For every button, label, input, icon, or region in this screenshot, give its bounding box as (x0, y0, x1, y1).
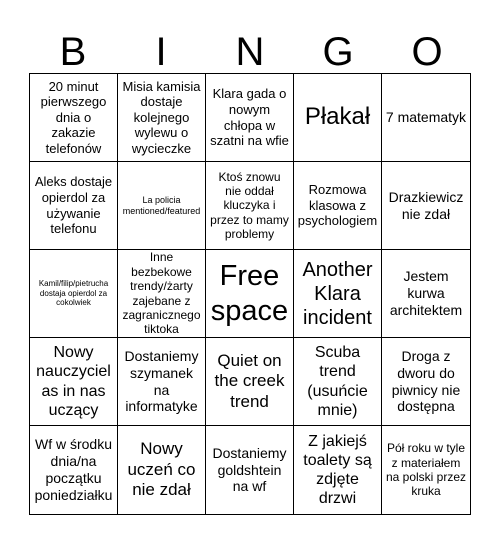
bingo-cell[interactable]: Jestem kurwa architektem (382, 250, 470, 338)
bingo-cell[interactable]: Wf w środku dnia/na początku poniedziałku (30, 426, 118, 514)
bingo-cell[interactable]: Inne bezbekowe trendy/żarty zajebane z zagranicznego tiktoka (118, 250, 206, 338)
header-letter-n: N (235, 30, 265, 74)
bingo-cell[interactable]: Nowy uczeń co nie zdał (118, 426, 206, 514)
bingo-cell[interactable]: Nowy nauczyciel as in nas uczący (30, 338, 118, 426)
bingo-cell[interactable]: Pół roku w tyle z materiałem na polski przez kruka (385, 441, 467, 499)
bingo-cell[interactable]: Aleks dostaje opierdol za używanie telefonu (30, 162, 118, 250)
bingo-cell[interactable]: 20 minut pierwszego dnia o zakazie telefonów (30, 74, 118, 162)
bingo-cell[interactable]: 7 matematyk (382, 74, 470, 162)
bingo-cell[interactable]: Z jakiejś toalety są zdjęte drzwi (294, 426, 382, 514)
bingo-cell[interactable]: Ktoś znowu nie oddał kluczyka i przez to mamy problemy (206, 162, 294, 250)
bingo-cell[interactable]: Misia kamisia dostaje kolejnego wylewu o wycieczke (118, 74, 206, 162)
bingo-cell[interactable]: Droga z dworu do piwnicy nie dostępna (382, 338, 470, 426)
bingo-cell[interactable]: Klara gada o nowym chłopa w szatni na wfie (206, 74, 294, 162)
bingo-cell[interactable]: Quiet on the creek trend (206, 338, 294, 426)
bingo-cell[interactable]: Płakał (294, 74, 382, 162)
bingo-cell[interactable]: Dostaniemy goldshtein na wf (206, 426, 294, 514)
bingo-cell[interactable]: Kamil/filip/pietrucha dostaja opierdol za cokolwiek (30, 250, 118, 338)
bingo-cell[interactable]: Another Klara incident (294, 250, 382, 338)
header-letter-o: O (411, 30, 443, 74)
bingo-cell[interactable]: Dostaniemy szymanek na informatyke (118, 338, 206, 426)
free-space-cell[interactable]: Free space (206, 250, 294, 338)
bingo-cell[interactable]: La policia mentioned/featured (118, 162, 206, 250)
header-letter-g: G (322, 30, 354, 74)
bingo-card (29, 73, 471, 515)
bingo-header (29, 30, 471, 74)
header-letter-b: B (59, 30, 87, 74)
bingo-cell[interactable]: Scuba trend (usuńcie mnie) (294, 338, 382, 426)
header-letter-i: I (155, 30, 167, 74)
bingo-cell[interactable]: Rozmowa klasowa z psychologiem (294, 162, 382, 250)
bingo-cell[interactable]: Drazkiewicz nie zdał (382, 162, 470, 250)
